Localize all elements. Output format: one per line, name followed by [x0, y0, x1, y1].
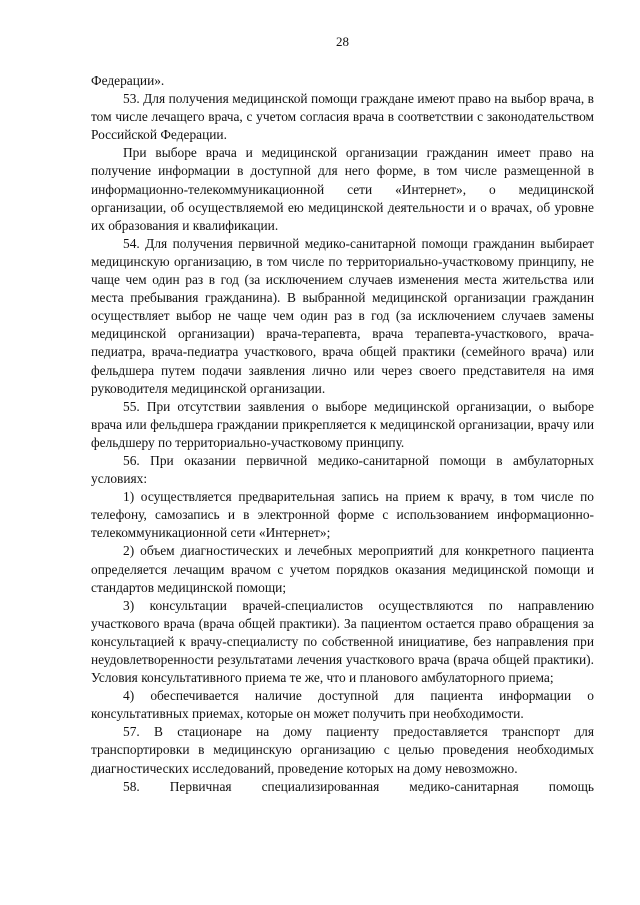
document-body — [91, 72, 594, 796]
paragraph-58: 58. Первичная специализированная медико-санитарная помощь — [123, 778, 594, 794]
paragraph-56-item-1: 1) осуществляется предварительная запись на прием к врачу, в том числе по телефону, самозапись и в электронной форме с использованием информационно-телекоммуникационной сети «Интернет»; — [91, 489, 594, 541]
paragraph-56-item-4: 4) обеспечивается наличие доступной для пациента информации о консультативных приемах, которые он может получить при необходимости. — [91, 688, 594, 722]
paragraph-56-item-2: 2) объем диагностических и лечебных мероприятий для конкретного пациента определяется лечащим врачом с учетом порядков оказания медицинской помощи и стандартов медицинской помощи; — [91, 543, 594, 595]
paragraph-54: 54. Для получения первичной медико-санитарной помощи гражданин выбирает медицинскую организацию, в том числе по территориально-участковому принципу, не чаще чем один раз в год (за исключением случаев изменения места жительства или места пребывания гражданина). В выбранной медицинской организации гражданин осуществляет выбор не чаще чем один раз в год (за исключением случаев замены медицинской организации) врача-терапевта, врача терапевта-участкового, врача-педиатра, врача-педиатра участкового, врача общей практики (семейного врача) или фельдшера путем подачи заявления лично или через своего представителя на имя руководителя медицинской организации. — [91, 235, 594, 396]
page-number: 28 — [336, 34, 349, 49]
paragraph-55: 55. При отсутствии заявления о выборе медицинской организации, о выборе врача или фельдшера граждании прикрепляется к медицинской организации, врачу или фельдшеру по территориально-участковому принципу. — [91, 398, 594, 450]
paragraph-53: 53. Для получения медицинской помощи граждане имеют право на выбор врача, в том числе лечащего врача, с учетом согласия врача в соответствии с законодательством Российской Федерации. — [91, 91, 594, 143]
paragraph-56-item-3: 3) консультации врачей-специалистов осуществляются по направлению участкового врача (врача общей практики). За пациентом остается право обращения за консультацией к врачу-специалисту по собственной инициативе, без направления при неудовлетворенности результатами лечения участкового врача (врача общей практики). Условия консультативного приема те же, что и планового амбулаторного приема; — [91, 597, 594, 686]
paragraph-continuation: Федерации». — [91, 73, 165, 88]
paragraph-56: 56. При оказании первичной медико-санитарной помощи в амбулаторных условиях: — [91, 452, 594, 487]
paragraph-57: 57. В стационаре на дому пациенту предоставляется транспорт для транспортировки в медицинскую организацию с целью проведения необходимых диагностических исследований, проведение которых на дому невозможно. — [91, 724, 594, 776]
paragraph-53-choice-info: При выборе врача и медицинской организации гражданин имеет право на получение информации в доступной для него форме, в том числе размещенной в информационно-телекоммуникационной сети «Интернет», о медицинской организации, об осуществляемой ею медицинской деятельности и о врачах, об уровне их образования и квалификации. — [91, 145, 594, 233]
